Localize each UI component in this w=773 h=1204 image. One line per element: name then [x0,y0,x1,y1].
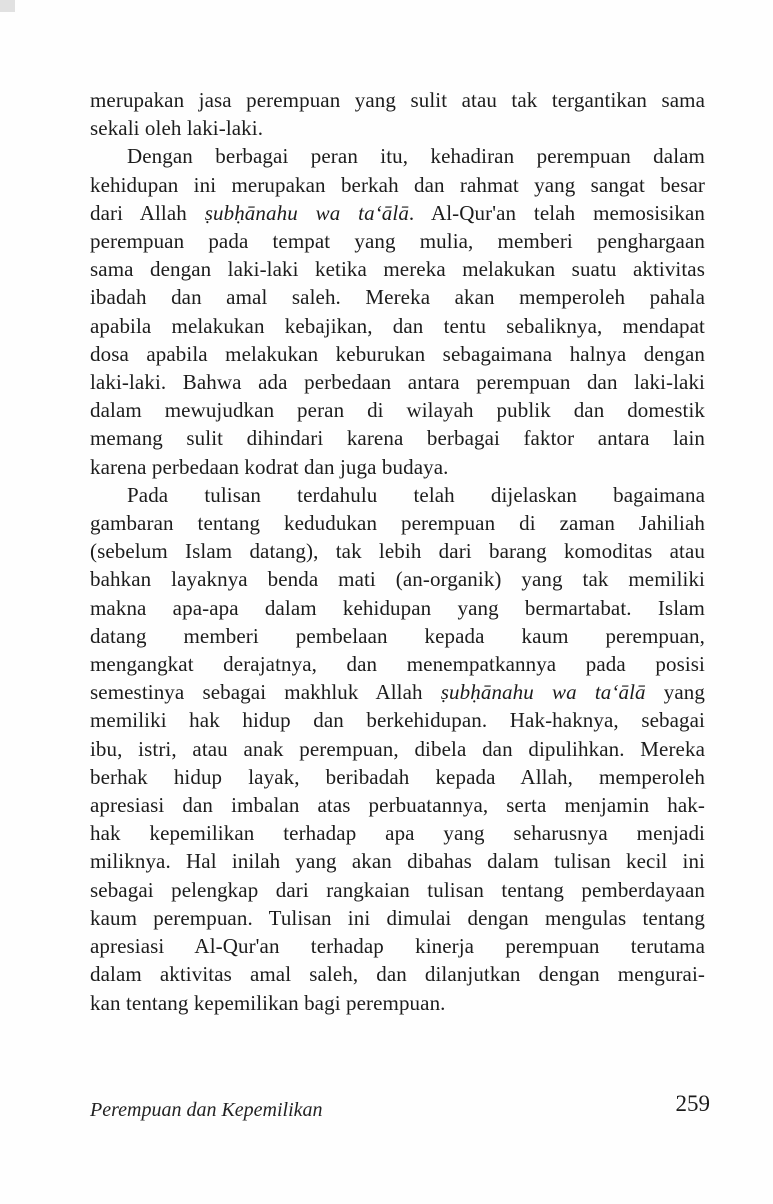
text-line [90,622,705,650]
text-segment: sekali oleh laki-laki. [90,116,264,141]
text-line [90,142,705,170]
text-segment: hak kepemilikan terhadap apa yang seharusnya menjadi [90,821,705,846]
text-line [90,932,705,960]
text-line [90,255,705,283]
text-line [90,340,705,368]
text-segment: sama dengan laki-laki ketika mereka melakukan suatu aktivitas [90,257,705,282]
text-segment: memang sulit dihindari karena berbagai faktor antara lain [90,426,705,451]
text-segment: karena perbedaan kodrat dan juga budaya. [90,454,449,479]
text-segment: bahkan layaknya benda mati (an-organik) yang tak memiliki [90,567,705,592]
text-segment: mengangkat derajatnya, dan menempatkannya pada posisi [90,652,705,677]
page-number: 259 [675,1091,710,1116]
text-line [90,227,705,255]
text-line [90,565,705,593]
text-line [90,904,705,932]
text-line [90,509,705,537]
text-segment: . Al-Qur'an telah memosisikan [408,200,705,225]
text-segment: apresiasi Al-Qur'an terhadap kinerja perempuan terutama [90,934,705,959]
text-line [90,876,705,904]
body-text [90,86,705,1017]
text-line [90,706,705,734]
text-segment: kaum perempuan. Tulisan ini dimulai dengan mengulas tentang [90,905,705,930]
text-line [90,86,705,114]
text-line [90,594,705,622]
text-segment: merupakan jasa perempuan yang sulit atau tak tergantikan sama [90,88,705,112]
text-segment: apabila melakukan kebajikan, dan tentu sebaliknya, mendapat [90,313,705,338]
text-segment: perempuan pada tempat yang mulia, memberi penghargaan [90,229,705,254]
scan-artifact [0,0,15,12]
text-segment: miliknya. Hal inilah yang akan dibahas dalam tulisan kecil ini [90,849,705,874]
text-line [90,819,705,847]
text-line [90,481,705,509]
text-segment: Pada tulisan terdahulu telah dijelaskan bagaimana [127,482,705,507]
text-segment: dosa apabila melakukan keburukan sebagaimana halnya dengan [90,341,705,366]
text-segment: datang memberi pembelaan kepada kaum perempuan, [90,623,705,648]
running-footer-title: Perempuan dan Kepemilikan [90,1099,323,1121]
text-segment: apresiasi dan imbalan atas perbuatannya, serta menjamin hak- [90,793,705,818]
text-segment: Dengan berbagai peran itu, kehadiran perempuan dalam [127,144,705,169]
italic-phrase: ṣubḥānahu wa taʻālā [204,200,409,225]
text-segment: laki-laki. Bahwa ada perbedaan antara perempuan dan laki-laki [90,370,705,395]
text-line [90,791,705,819]
text-segment: semestinya sebagai makhluk Allah [90,680,441,705]
text-segment: kan tentang kepemilikan bagi perempuan. [90,990,446,1015]
text-line [90,171,705,199]
text-line [90,735,705,763]
text-line [90,396,705,424]
text-segment: gambaran tentang kedudukan perempuan di zaman Jahiliah [90,511,705,536]
text-segment: dalam mewujudkan peran di wilayah publik dan domestik [90,398,705,423]
text-segment: (sebelum Islam datang), tak lebih dari barang komoditas atau [90,539,705,564]
text-line [90,763,705,791]
text-segment: ibadah dan amal saleh. Mereka akan memperoleh pahala [90,285,705,310]
text-segment: ibu, istri, atau anak perempuan, dibela dan dipulihkan. Mereka [90,736,705,761]
text-line [90,650,705,678]
text-line [90,312,705,340]
text-segment: yang [645,680,705,705]
text-segment: berhak hidup layak, beribadah kepada Allah, memperoleh [90,764,705,789]
text-line [90,368,705,396]
text-line [90,114,705,142]
text-segment: kehidupan ini merupakan berkah dan rahmat yang sangat besar [90,172,705,197]
text-line [90,960,705,988]
text-line [90,424,705,452]
text-segment: dari Allah [90,200,205,225]
text-segment: dalam aktivitas amal saleh, dan dilanjutkan dengan mengurai- [90,962,705,987]
text-segment: makna apa-apa dalam kehidupan yang bermartabat. Islam [90,595,705,620]
text-line [90,199,705,227]
text-line [90,453,705,481]
text-line [90,989,705,1017]
text-line [90,678,705,706]
italic-phrase: ṣubḥānahu wa taʻālā [440,680,646,705]
text-segment: sebagai pelengkap dari rangkaian tulisan tentang pemberdayaan [90,877,705,902]
text-line [90,283,705,311]
text-line [90,537,705,565]
text-line [90,847,705,875]
text-segment: memiliki hak hidup dan berkehidupan. Hak-haknya, sebagai [90,708,705,733]
